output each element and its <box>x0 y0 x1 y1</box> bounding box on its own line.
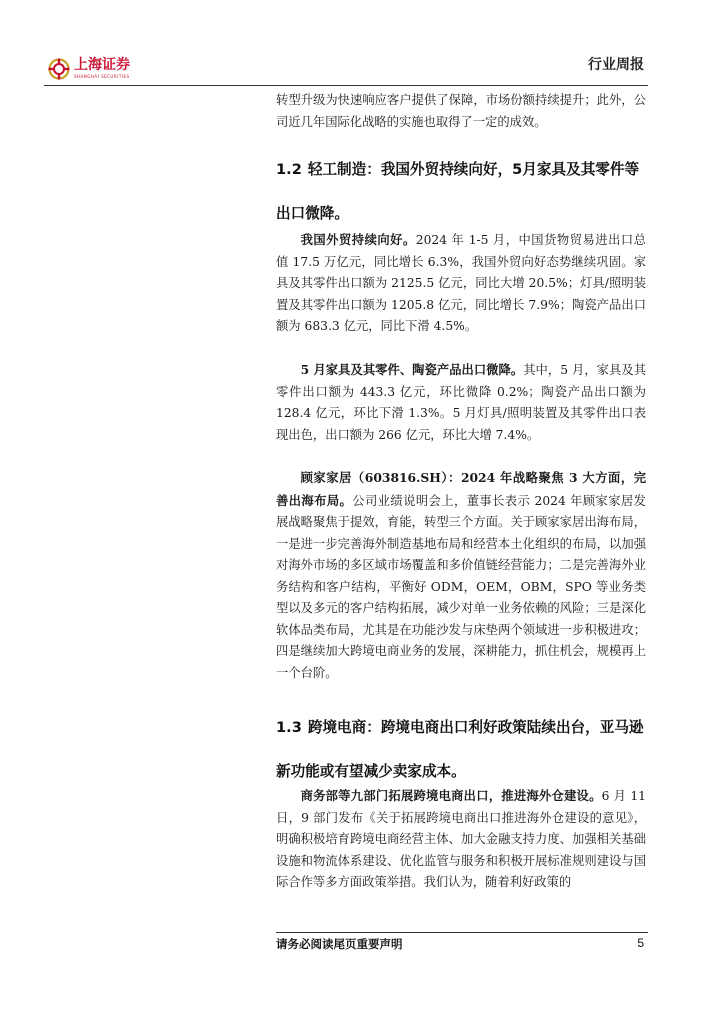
paragraph-lead: 我国外贸持续向好。 <box>300 232 416 247</box>
section-heading-1-3 <box>276 706 648 794</box>
paragraph-body: 其中，5 月，家具及其零件出口额为 443.3 亿元，环比微降 0.2%；陶瓷产品出口额为 128.4 亿元，环比下滑 1.3%。5 月灯具/照明装置及其零件出口表现出色，出口额为 266 亿元，环比大增 7.4%。 <box>276 363 646 442</box>
intro-paragraph: 转型升级为快速响应客户提供了保障，市场份额持续提升；此外，公司近几年国际化战略的实施也取得了一定的成效。 <box>276 93 646 129</box>
logo-english-name: SHANGHAI SECURITIES <box>74 74 130 79</box>
shanghai-securities-logo-icon <box>48 58 70 80</box>
section-title-text: 跨境电商：跨境电商出口利好政策陆续出台，亚马逊新功能或有望减少卖家成本。 <box>276 719 644 780</box>
company-logo <box>48 56 130 84</box>
section-title-text: 轻工制造：我国外贸持续向好，5月家具及其零件等出口微降。 <box>276 161 640 222</box>
logo-chinese-name: 上海证券 <box>74 57 130 73</box>
paragraph-foreign-trade <box>276 229 646 338</box>
paragraph-body: 公司业绩说明会上，董事长表示 2024 年顾家家居发展战略聚焦于提效，育能，转型三个方面。关于顾家家居出海布局，一是进一步完善海外制造基地布局和经营本土化组织的布局，以加强对海外市场的多区域市场覆盖和多价值链经营能力；二是完善海外业务结构和客户结构，平衡好 ODM，OEM，OBM，SPO 等业务类型以及多元的客户结构拓展，减少对单一业务依赖的风险；三是深化软体品类布局，尤其是在功能沙发与床垫两个领域进一步积极进攻；四是继续加大跨境电商业务的发展，深耕能力，抓住机会，规模再上一个台阶。 <box>276 493 646 680</box>
paragraph-lead: 5 月家具及其零件、陶瓷产品出口微降。 <box>300 362 524 377</box>
section-number: 1.3 <box>276 719 302 736</box>
paragraph-body: 6 月 11 日，9 部门发布《关于拓展跨境电商出口推进海外仓建设的意见》，明确积极培育跨境电商经营主体、加大金融支持力度、加强相关基础设施和物流体系建设、优化监管与服务和积极开展标准规则建设与国际合作等多方面政策举措。我们认为，随着利好政策的 <box>276 789 646 889</box>
report-type-label: 行业周报 <box>588 57 644 73</box>
paragraph-body: 2024 年 1-5 月，中国货物贸易进出口总值 17.5 万亿元，同比增长 6.3%，我国外贸向好态势继续巩固。家具及其零件出口额为 2125.5 亿元，同比大增 20.5%；灯具/照明装置及其零件出口额为 1205.8 亿元，同比增长 7.9%；陶瓷产品出口额为 683.3 亿元，同比下滑 4.5%。 <box>276 233 646 333</box>
paragraph-lead: 顾家家居（603816.SH）：2024 年战略聚焦 3 大方面，完善出海布局。 <box>276 470 646 508</box>
page-number: 5 <box>637 936 644 950</box>
section-number: 1.2 <box>276 161 302 178</box>
paragraph-lead: 商务部等九部门拓展跨境电商出口，推进海外仓建设。 <box>300 788 602 803</box>
footer-divider <box>276 932 648 933</box>
paragraph-kuka-home <box>276 467 646 684</box>
header-divider <box>44 85 648 86</box>
paragraph-may-exports <box>276 359 646 446</box>
section-heading-1-2 <box>276 148 648 236</box>
paragraph-cross-border-policy <box>276 785 646 894</box>
disclaimer-note: 请务必阅读尾页重要声明 <box>276 937 403 951</box>
logo-wordmark <box>74 56 130 79</box>
page-header <box>44 52 648 84</box>
